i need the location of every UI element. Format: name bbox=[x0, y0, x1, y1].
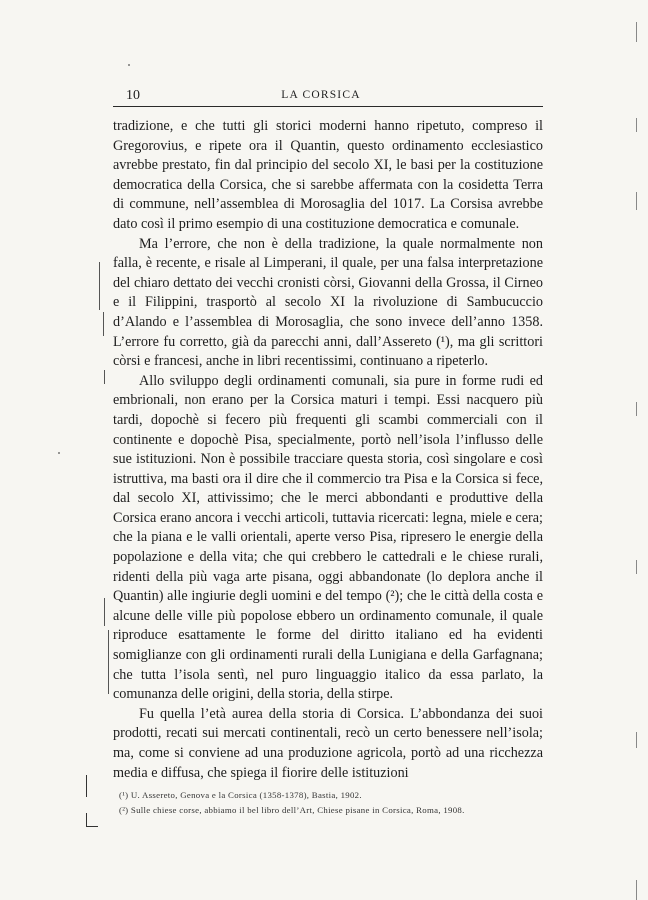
paragraph: Fu quella l’età aurea della storia di Corsica. L’abbondanza dei suoi prodotti, recati sui mercati continentali, recò un certo benessere nell’isola; ma, come si conviene ad una produzione agricola, portò ad una ricchezza media e diffusa, che spiega il fiorire delle istituzioni bbox=[113, 705, 543, 781]
scan-edge-mark bbox=[636, 732, 637, 748]
scan-speck bbox=[58, 452, 60, 454]
margin-mark bbox=[104, 598, 105, 626]
scan-edge-mark bbox=[636, 560, 637, 574]
margin-mark bbox=[86, 775, 87, 797]
footnote: (²) Sulle chiese corse, abbiamo il bel libro dell’Art, Chiese pisane in Corsica, Roma, 1908. bbox=[119, 805, 465, 815]
margin-mark bbox=[103, 312, 104, 336]
scan-edge-mark bbox=[636, 880, 637, 900]
page-number: 10 bbox=[126, 88, 140, 103]
footnote: (¹) U. Assereto, Genova e la Corsica (1358-1378), Bastia, 1902. bbox=[119, 790, 362, 800]
margin-mark bbox=[86, 826, 98, 827]
scan-edge-mark bbox=[636, 22, 637, 42]
paragraph: tradizione, e che tutti gli storici moderni hanno ripetuto, compreso il Gregorovius, e ripete ora il Quantin, questo ordinamento ecclesiastico avrebbe prestato, fin dal principio del secolo XI, le basi per la costituzione democratica della Corsica, che si sarebbe affermata con la cosidetta Terra di commune, nell’assemblea di Morosaglia del 1017. La Corsisa avrebbe dato così il primo esempio di una costituzione democratica e comunale. bbox=[113, 118, 543, 232]
running-title: LA CORSICA bbox=[281, 89, 361, 101]
margin-mark bbox=[86, 813, 87, 827]
body-text bbox=[113, 117, 543, 783]
paragraph: Allo sviluppo degli ordinamenti comunali, sia pure in forme rudi ed embrionali, non erano per la Corsica maturi i tempi. Essi nacquero più tardi, dopochè si fecero più frequenti gli scambi commerciali con il continente e dopochè Pisa, specialmente, portò nell’isola l’influsso delle sue istituzioni. Non è possibile tracciare questa storia, così singolare e così istruttiva, ma basti ora il dire che il commercio tra Pisa e la Corsica si fece, dal secolo XI, attivissimo; che le merci abbondanti e produttive della Corsica erano ancora i vecchi articoli, tuttavia ricercati: legna, miele e cera; che la piana e le valli orientali, aperte verso Pisa, ripresero le energie della popolazione e della vita; che qui crebbero le cattedrali e le chiese rurali, ridenti della più vaga arte pisana, oggi abbandonate (lo deplora anche il Quantin) alle ingiurie degli uomini e del tempo (²); che le città della costa e alcune delle ville più popolose ebbero un ordinamento comunale, il quale riproduce esattamente le forme del diritto italiano ed ha evidenti somiglianze con gli ordinamenti rurali della Lunigiana e della Garfagnana; che tutta l’isola sentì, nel puro linguaggio italico da essa parlato, la comunanza delle origini, della storia, della stirpe. bbox=[113, 372, 543, 703]
scan-edge-mark bbox=[636, 118, 637, 132]
header-rule bbox=[113, 106, 543, 107]
scan-edge-mark bbox=[636, 402, 637, 416]
margin-mark bbox=[108, 630, 109, 694]
scan-edge-mark bbox=[636, 192, 637, 210]
paragraph: Ma l’errore, che non è della tradizione, la quale normalmente non falla, è recente, e risale al Limperani, il quale, per una falsa interpretazione del chiaro dettato dei vecchi cronisti còrsi, Giovanni della Grossa, il Cirneo e il Filippini, trasportò al secolo XI la rivoluzione di Sambucuccio d’Alando e l’assemblea di Morosaglia, che sono invece dell’anno 1358. L’errore fu corretto, già da parecchi anni, dall’Assereto (¹), ma gli scrittori còrsi e francesi, anche in libri recentissimi, continuano a ripeterlo. bbox=[113, 235, 543, 370]
page-header bbox=[113, 88, 529, 106]
footnotes bbox=[113, 788, 543, 818]
margin-mark bbox=[104, 370, 105, 384]
margin-mark bbox=[99, 262, 100, 310]
scan-speck bbox=[128, 64, 130, 66]
